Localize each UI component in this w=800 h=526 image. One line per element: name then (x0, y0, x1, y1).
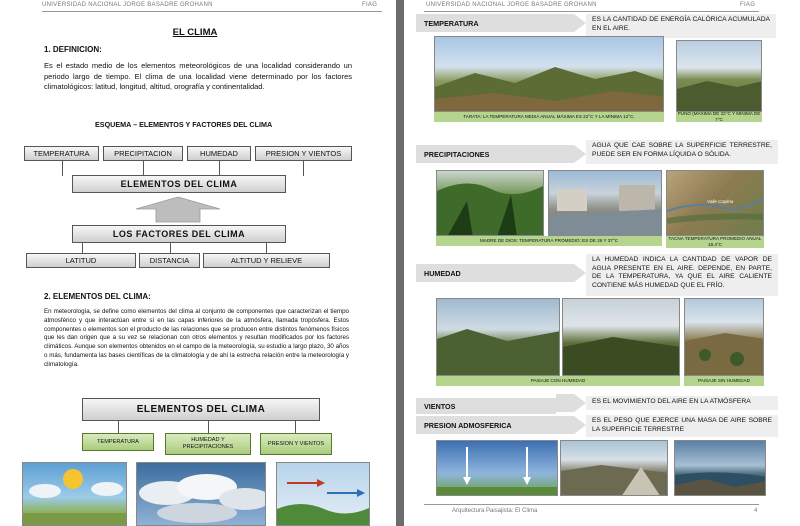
madre-de-dios-photo (436, 170, 544, 236)
presion-label: PRESION ADMOSFERICA (416, 416, 556, 434)
connector-line (266, 243, 267, 253)
vientos-label: VIENTOS (416, 398, 556, 414)
schema-element-humedad: HUMEDAD (187, 146, 251, 161)
page-title: EL CLIMA (172, 27, 218, 38)
connector-line (82, 243, 83, 253)
puno-caption: PUNO (MÁXIMA DE 22°C Y MÍNIMA DE 7°C (677, 112, 761, 122)
elements-sub-temperatura: TEMPERATURA (82, 433, 154, 451)
temperatura-definition: ES LA CANTIDAD DE ENERGÍA CALÓRICA ACUMULADA EN EL AIRE. (586, 14, 776, 38)
vientos-definition: ES EL MOVIMIENTO DEL AIRE EN LA ATMÓSFERA (586, 396, 778, 410)
header-rule (42, 11, 382, 12)
arrow-right-icon (556, 145, 586, 163)
section2-heading: 2. ELEMENTOS DEL CLIMA: (44, 292, 151, 301)
page-number: 4 (754, 508, 758, 514)
schema-factors-box: LOS FACTORES DEL CLIMA (72, 225, 286, 243)
humedad-label: HUMEDAD (416, 264, 556, 282)
footer-title: Arquitectura Paisajista: El Clima (452, 508, 538, 514)
tarata-photo (434, 36, 664, 112)
schema-title: ESQUEMA – ELEMENTOS Y FACTORES DEL CLIMA (95, 120, 273, 129)
connector-line (208, 421, 209, 433)
paisaje-humedad-photo-2 (562, 298, 680, 376)
schema-element-presion-vientos: PRESION Y VIENTOS (255, 146, 352, 161)
pressure-diagram (436, 440, 558, 496)
presion-definition: ES EL PESO QUE EJERCE UNA MASA DE AIRE SOBRE LA SUPERFICIE TERRESTRE (586, 415, 778, 437)
sun-illustration (22, 462, 127, 526)
section1-heading: 1. DEFINICION: (44, 45, 102, 54)
arrow-right-icon (556, 14, 586, 32)
connector-line (219, 161, 220, 176)
elements-sub-presion-vientos: PRESION Y VIENTOS (260, 433, 332, 455)
connector-line (303, 161, 304, 176)
left-page (0, 0, 396, 526)
schema-element-precipitacion: PRECIPITACION (103, 146, 183, 161)
header-university: UNIVERSIDAD NACIONAL JORGE BASADRE GROHANN (42, 2, 213, 8)
precipitaciones-definition: AGUA QUE CAE SOBRE LA SUPERFICIE TERRESTRE, PUEDE SER EN FORMA LÍQUIDA O SÓLIDA. (586, 140, 778, 164)
schema-elements-box: ELEMENTOS DEL CLIMA (72, 175, 286, 193)
header-university: UNIVERSIDAD NACIONAL JORGE BASADRE GROHANN (426, 2, 597, 8)
tarata-caption: TARATA: LA TEMPERATURA MEDIA ANUAL MÁXIMA ES 22°C Y LA MÍNIMA 12°C. (434, 112, 664, 122)
header-rule (424, 11, 759, 12)
connector-line (295, 421, 296, 433)
schema-factor-altitud-relieve: ALTITUD Y RELIEVE (203, 253, 330, 268)
valle-caplina-map (666, 170, 764, 236)
puno-photo (676, 40, 762, 112)
section1-text: Es el estado medio de los elementos meteorológicos de una localidad considerando un periodo largo de tiempo. El clima de una localidad viene determinado por los factores climatológicos: latitud, longitud, altitud, orografía y continentalidad. (44, 61, 352, 91)
arrow-right-icon (556, 264, 586, 282)
map-label: Valle Caplina (707, 199, 734, 204)
section2-text: En meteorología, se define como elementos del clima al conjunto de componentes que caracterizan el tiempo atmosférico y que interactúan entre sí en las capas inferiores de la atmósfera, llamada tropósfera. Estos componentes o elementos son el producto de las relaciones que se producen entre distintos fenómenos físicos que les dan origen que a su vez se relacionan con otros elementos y resultan modificados por los factores climáticos. Aunque son elementos obtenidos en el campo de la meteorología, su estudio a largo plazo, 30 años o más, fundamenta las bases científicas de la climatología y de ahí la estrecha relación entre la meteorología y climatología. (44, 308, 349, 368)
connector-line (62, 161, 63, 176)
humedad-caption: PAISAJE CON HUMEDAD (436, 376, 680, 386)
flood-street-photo (548, 170, 662, 236)
up-arrow-icon (130, 195, 226, 223)
wind-pressure-diagram (276, 462, 370, 526)
arrow-right-icon (556, 414, 586, 436)
paisaje-sin-humedad-photo (684, 298, 764, 376)
connector-line (143, 161, 144, 176)
right-page (404, 0, 800, 526)
elements-box: ELEMENTOS DEL CLIMA (82, 398, 320, 421)
sin-humedad-caption: PAISAJE SIN HUMEDAD (684, 376, 764, 386)
schema-factor-distancia: DISTANCIA (139, 253, 200, 268)
connector-line (118, 421, 119, 433)
header-faculty: FIAG (362, 2, 378, 8)
sea-cliff-photo (674, 440, 766, 496)
arrow-right-icon (556, 392, 586, 414)
clouds-photo (136, 462, 266, 526)
humedad-definition: LA HUMEDAD INDICA LA CANTIDAD DE VAPOR DE AGUA PRESENTE EN EL AIRE. DEPENDE, EN PARTE, DE LA TEMPERATURA, YA QUE EL AIRE CALIENTE CONTIENE MÁS HUMEDAD QUE EL FRÍO. (586, 254, 778, 296)
header-faculty: FIAG (740, 2, 756, 8)
tacna-caption: TACNA TEMPERATURA PROMEDIO ANUAL 18.4°C (666, 236, 764, 248)
temperatura-label: TEMPERATURA (416, 14, 556, 32)
schema-factor-latitud: LATITUD (26, 253, 136, 268)
connector-line (170, 243, 171, 253)
elements-sub-humedad-precipitaciones: HUMEDAD Y PRECIPITACIONES (165, 433, 251, 455)
footer-rule (424, 504, 759, 505)
coast-photo (560, 440, 668, 496)
precipitaciones-label: PRECIPITACIONES (416, 145, 556, 163)
madre-de-dios-caption: MADRE DE DIOS: TEMPERATURA PROMEDIO: ES DE 26 Y 37°C (436, 236, 662, 246)
paisaje-humedad-photo-1 (436, 298, 560, 376)
schema-element-temperatura: TEMPERATURA (24, 146, 99, 161)
